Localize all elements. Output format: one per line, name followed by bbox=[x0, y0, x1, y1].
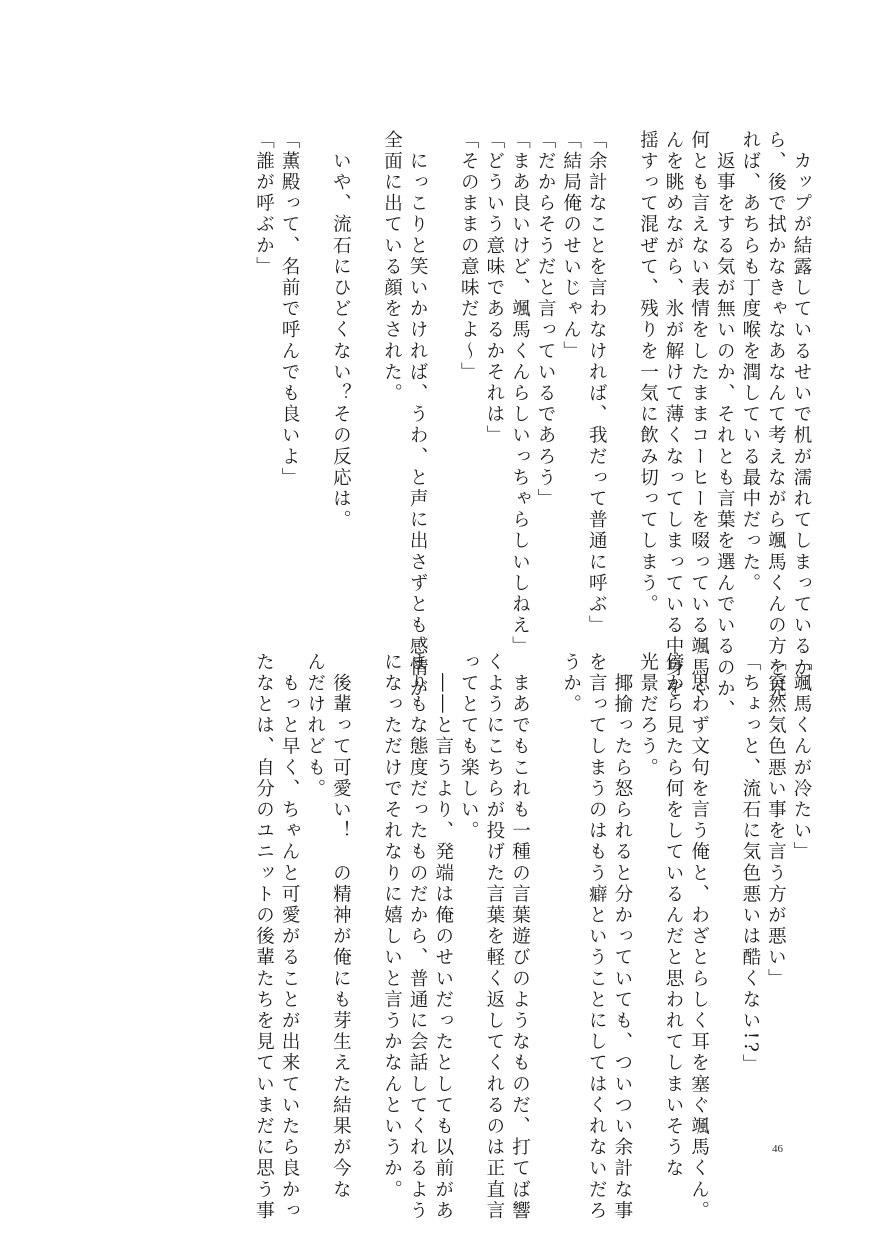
blank-line bbox=[712, 652, 738, 1142]
text-line: まりもな態度だったものだから、普通に会話してくれるよう bbox=[407, 652, 429, 1222]
text-line: んを眺めながら、氷が解けて薄くなってしまっている中身を bbox=[663, 130, 685, 700]
blank-line bbox=[532, 652, 558, 1142]
text-line: を言ってしまうのはもう癖ということにしてはくれないだろ bbox=[586, 652, 608, 1222]
text-line: 全面に出ている顔をされた。 bbox=[381, 130, 403, 405]
text-line: 「結局俺のせいじゃん」 bbox=[560, 130, 582, 363]
text-line: になっただけでそれなりに嬉しいと言うかなんというか。 bbox=[381, 652, 403, 1201]
text-line: 揶揄ったら怒られると分かっていても、ついつい余計な事 bbox=[611, 652, 633, 1222]
text-line: 思わず文句を言う俺と、わざとらしく耳を塞ぐ颯馬くん。 bbox=[688, 652, 710, 1222]
text-line: ら、後で拭かなきゃなあなんて考えながら颯馬くんの方を見 bbox=[765, 130, 787, 700]
text-line: れば、あちらも丁度喉を潤している最中だった。 bbox=[739, 130, 761, 595]
blank-line bbox=[609, 130, 635, 620]
text-line: 何とも言えない表情をしたままコーヒーを啜っている颯馬く bbox=[688, 130, 710, 700]
text-line: ――と言うより、発端は俺のせいだったとしても以前があ bbox=[432, 652, 454, 1222]
text-line: 「だからそうだと言っているであろう」 bbox=[535, 130, 557, 510]
text-line: 光景だろう。 bbox=[637, 652, 659, 779]
text-line: 「颯馬くんが冷たい」 bbox=[791, 652, 812, 863]
text-line: 「誰が呼ぶか」 bbox=[253, 130, 275, 278]
text-line: いや、流石にひどくない？その反応は。 bbox=[330, 130, 352, 531]
blank-line bbox=[353, 652, 379, 1142]
blank-line bbox=[353, 130, 379, 620]
text-line: んだけれども。 bbox=[304, 652, 326, 800]
page-number: 46 bbox=[772, 1143, 783, 1155]
text-line: 傍から見たら何をしているんだと思われてしまいそうな bbox=[663, 652, 685, 1180]
blank-line bbox=[430, 130, 456, 620]
text-line: 「そのままの意味だよ～」 bbox=[458, 130, 480, 384]
text-line: ってとても楽しい。 bbox=[458, 652, 480, 842]
text-line: カップが結露しているせいで机が濡れてしまっているか bbox=[791, 130, 812, 679]
text-line: 返事をする気が無いのか、それとも言葉を選んでいるのか、 bbox=[714, 130, 736, 721]
text-line: うか。 bbox=[560, 652, 582, 716]
text-line: にっこりと笑いかければ、うわ、と声に出さずとも感情が bbox=[407, 130, 429, 700]
text-line: 「突然気色悪い事を言う方が悪い」 bbox=[765, 652, 787, 990]
text-line: 「余計なことを言わなければ、我だって普通に呼ぶ」 bbox=[586, 130, 608, 637]
text-line: たなとは、自分のユニットの後輩たちを見ていまだに思う事 bbox=[253, 652, 275, 1222]
text-line: 「薫殿って、名前で呼んでも良いよ」 bbox=[279, 130, 301, 489]
text-line: まあでもこれも一種の言葉遊びのようなものだ、打てば響 bbox=[509, 652, 531, 1222]
text-line: 「ちょっと、流石に気色悪いは酷くない!?」 bbox=[739, 652, 761, 1076]
text-line: 後輩って可愛い！ の精神が俺にも芽生えた結果が今な bbox=[330, 652, 352, 1201]
text-line: 「まあ良いけど、颯馬くんらしいっちゃらしいしねえ」 bbox=[509, 130, 531, 658]
text-line: 揺すって混ぜて、残りを一気に飲み切ってしまう。 bbox=[637, 130, 659, 616]
text-line: くようにこちらが投げた言葉を軽く返してくれるのは正直言 bbox=[483, 652, 505, 1222]
blank-line bbox=[302, 130, 328, 620]
text-line: もっと早く、ちゃんと可愛がることが出来ていたら良かっ bbox=[279, 652, 301, 1222]
text-line: 「どういう意味であるかそれは」 bbox=[483, 130, 505, 447]
